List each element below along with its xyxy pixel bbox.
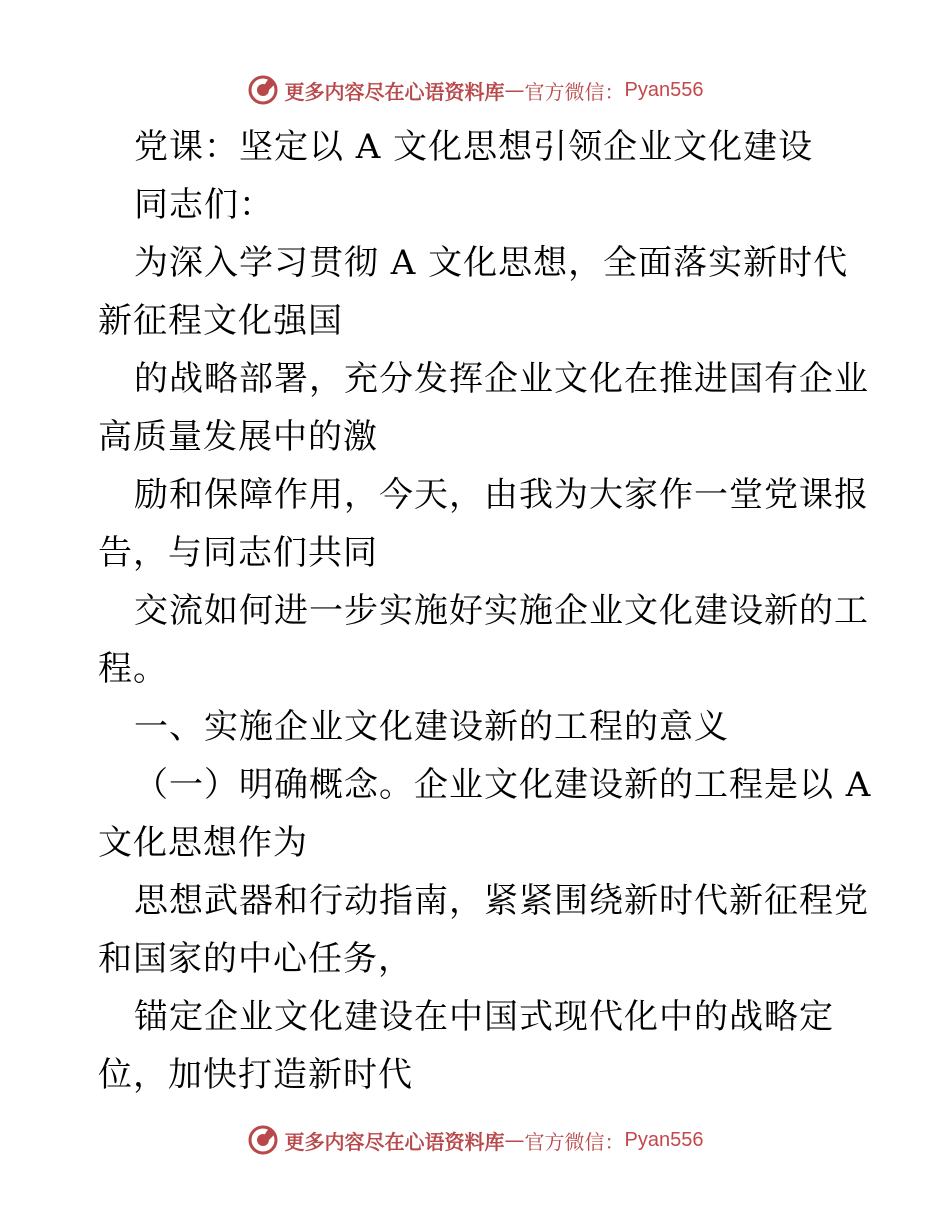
header-official-label: 官方微信：: [524, 79, 625, 104]
paragraph-line: 新征程文化强国: [98, 301, 343, 341]
footer-separator: —: [504, 1128, 525, 1152]
document-body: [98, 118, 872, 1104]
header-watermark-banner: [0, 70, 950, 110]
header-separator: —: [504, 78, 525, 102]
paragraph-line: 文化思想作为: [98, 823, 308, 863]
paragraph-line: 交流如何进一步实施好实施企业文化建设新的工: [134, 591, 869, 631]
paragraph-line: 思想武器和行动指南，紧紧围绕新时代新征程党: [134, 881, 869, 921]
footer-watermark-banner: [0, 1120, 950, 1160]
paragraph-line: 的战略部署，充分发挥企业文化在推进国有企业: [134, 359, 869, 399]
header-brand-text: 更多内容尽在心语资料库: [284, 79, 505, 104]
paragraph-line: 励和保障作用，今天，由我为大家作一堂党课报: [134, 475, 869, 515]
paragraph-line: 位，加快打造新时代: [98, 1055, 413, 1095]
brand-logo-icon: [247, 74, 279, 106]
header-wechat-id: Pyan556: [624, 78, 704, 101]
footer-brand-text: 更多内容尽在心语资料库: [284, 1129, 505, 1154]
paragraph-line: 告，与同志们共同: [98, 533, 378, 573]
footer-official-label: 官方微信：: [524, 1129, 625, 1154]
paragraph-line: 锚定企业文化建设在中国式现代化中的战略定: [134, 997, 834, 1037]
salutation: 同志们：: [134, 185, 274, 225]
paragraph-line: 和国家的中心任务，: [98, 939, 413, 979]
footer-wechat-id: Pyan556: [624, 1128, 704, 1151]
doc-title: 党课：坚定以 A 文化思想引领企业文化建设: [134, 127, 814, 167]
paragraph-line: 程。: [98, 649, 168, 689]
paragraph-line: （一）明确概念。企业文化建设新的工程是以 A: [134, 765, 872, 805]
paragraph-line: 为深入学习贯彻 A 文化思想，全面落实新时代: [134, 243, 849, 283]
section-heading: 一、实施企业文化建设新的工程的意义: [134, 707, 729, 747]
brand-logo-icon: [247, 1124, 279, 1156]
paragraph-line: 高质量发展中的激: [98, 417, 378, 457]
